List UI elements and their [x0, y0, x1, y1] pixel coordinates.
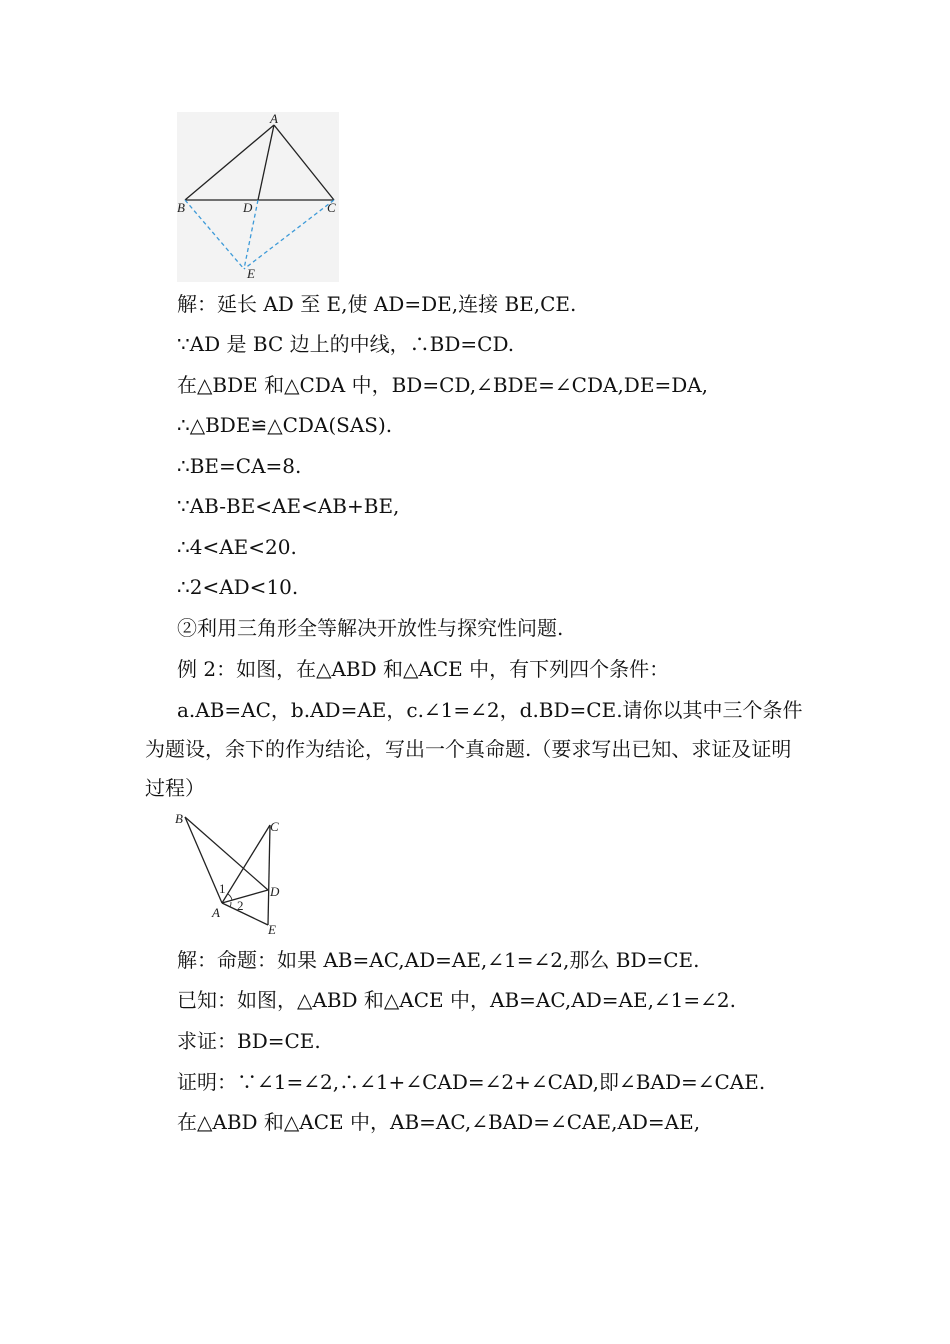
label-a: A [270, 112, 278, 126]
figure-2-triangles-abd-ace [172, 808, 292, 938]
segment-ce [268, 825, 270, 925]
label-e: E [268, 922, 276, 937]
figure-1-triangle-median [177, 112, 339, 282]
solution1-line-8: ∴2<AD<10. [177, 575, 299, 599]
solution1-line-7: ∴4<AE<20. [177, 535, 297, 559]
segment-bd [185, 817, 268, 890]
solution1-line-3: 在△BDE 和△CDA 中，BD=CD,∠BDE=∠CDA,DE=DA, [177, 373, 709, 397]
segment-ae [222, 903, 268, 925]
label-a: A [212, 905, 220, 920]
solution2-line-1: 解：命题：如果 AB=AC,AD=AE,∠1=∠2,那么 BD=CE. [177, 948, 700, 972]
label-b: B [177, 200, 185, 215]
label-e: E [247, 266, 255, 281]
angle-2-arc [230, 902, 231, 907]
label-d: D [270, 884, 280, 899]
solution1-line-6: ∵AB-BE<AE<AB+BE, [177, 494, 400, 518]
label-c: C [327, 200, 336, 215]
example-2-intro: 例 2：如图，在△ABD 和△ACE 中，有下列四个条件： [177, 657, 670, 681]
solution1-line-5: ∴BE=CA=8. [177, 454, 302, 478]
example-2-conditions: a.AB=AC，b.AD=AE，c.∠1=∠2，d.BD=CE.请你以其中三个条件为题设，余下的作为结论，写出一个真命题.（要求写出已知、求证及证明过程） [145, 698, 803, 800]
label-d: D [243, 200, 253, 215]
solution1-line-2: ∵AD 是 BC 边上的中线，∴BD=CD. [177, 332, 515, 356]
label-c: C [270, 819, 279, 834]
label-angle-2: 2 [237, 898, 244, 913]
solution1-line-4: ∴△BDE≌△CDA(SAS). [177, 413, 393, 437]
label-angle-1: 1 [219, 881, 226, 896]
solution2-line-5: 在△ABD 和△ACE 中，AB=AC,∠BAD=∠CAE,AD=AE, [177, 1110, 701, 1134]
segment-ab [185, 817, 222, 903]
solution1-line-1: 解：延长 AD 至 E,使 AD=DE,连接 BE,CE. [177, 292, 577, 316]
solution2-line-3: 求证：BD=CE. [177, 1029, 321, 1053]
section-2-heading: ②利用三角形全等解决开放性与探究性问题. [177, 616, 564, 640]
solution2-line-4: 证明：∵∠1=∠2,∴∠1+∠CAD=∠2+∠CAD,即∠BAD=∠CAE. [177, 1070, 766, 1094]
solution2-line-2: 已知：如图，△ABD 和△ACE 中，AB=AC,AD=AE,∠1=∠2. [177, 988, 737, 1012]
angle-1-arc [228, 894, 232, 900]
label-b: B [175, 811, 183, 826]
